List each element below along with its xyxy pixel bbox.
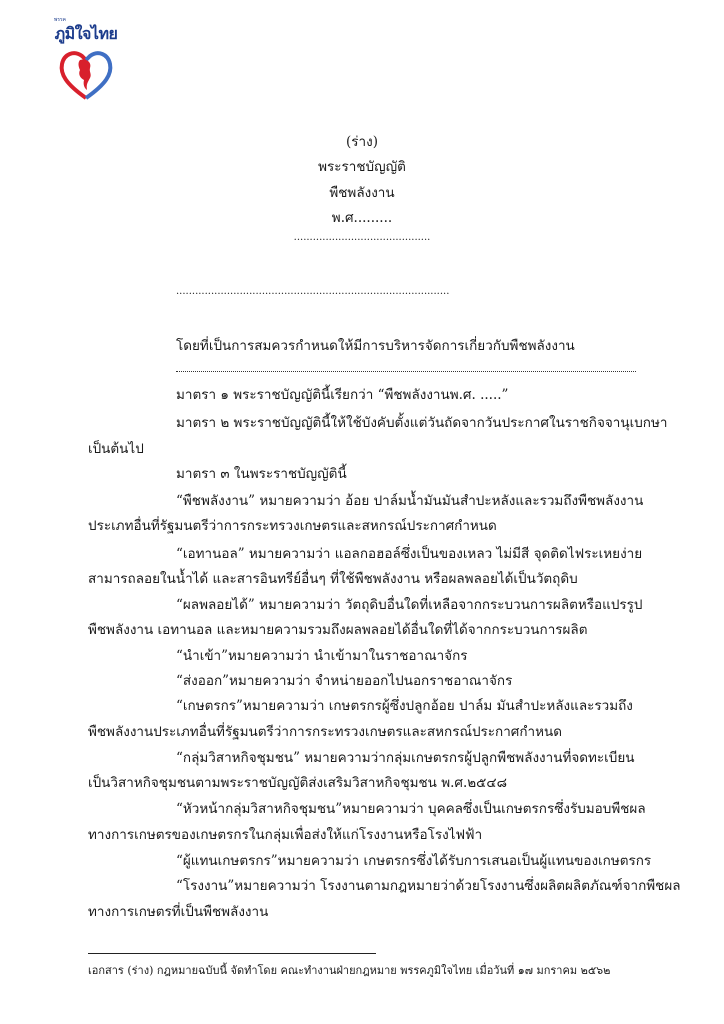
definition-line: ทางการเกษตรที่เป็นพืชพลังงาน	[88, 904, 269, 920]
section-3: มาตรา ๓ ในพระราชบัญญัตินี้	[176, 466, 347, 482]
footnote: เอกสาร (ร่าง) กฎหมายฉบับนี้ จัดทำโดย คณะทำงานฝ่ายกฎหมาย พรรคภูมิใจไทย เมื่อวันที่ ๑๗ มกราคม ๒๕๖๒	[88, 964, 611, 977]
definition-line: “ผู้แทนเกษตรกร”หมายความว่า เกษตรกรซึ่งได้รับการเสนอเป็นผู้แทนของเกษตรกร	[176, 853, 652, 869]
definition-line: สามารถลอยในน้ำได้ และสารอินทรีย์อื่นๆ ที่ใช้พืชพลังงาน หรือผลพลอยได้เป็นวัตถุดิบ	[88, 571, 578, 587]
act-name: พืชพลังงาน	[329, 185, 395, 201]
act-year: พ.ศ.........	[331, 210, 393, 226]
logo-small-text: พรรค	[54, 17, 67, 23]
definition-line: ประเภทอื่นที่รัฐมนตรีว่าการกระทรวงเกษตรและสหกรณ์ประกาศกำหนด	[88, 518, 497, 534]
definition-line: “ส่งออก”หมายความว่า จำหน่ายออกไปนอกราชอาณาจักร	[176, 673, 513, 689]
heart-map-icon	[56, 44, 116, 104]
enactment-dotted-line: ......................................................................................	[176, 286, 450, 297]
definition-line: พืชพลังงานประเภทอื่นที่รัฐมนตรีว่าการกระทรวงเกษตรและสหกรณ์ประกาศกำหนด	[88, 724, 563, 740]
definition-line: “นำเข้า”หมายความว่า นำเข้ามาในราชอาณาจักร	[176, 648, 468, 664]
logo-text: ภูมิใจไทย	[54, 24, 118, 43]
definition-line: “โรงงาน”หมายความว่า โรงงานตามกฎหมายว่าด้วยโรงงานซึ่งผลิตผลิตภัณฑ์จากพืชผล	[176, 878, 681, 894]
definition-line: “พืชพลังงาน” หมายความว่า อ้อย ปาล์มน้ำมันมันสำปะหลังและรวมถึงพืชพลังงาน	[176, 493, 644, 509]
act-label: พระราชบัญญัติ	[318, 159, 406, 175]
section-1: มาตรา ๑ พระราชบัญญัตินี้เรียกว่า “พืชพลังงานพ.ศ. .....”	[176, 387, 509, 403]
definition-line: “เอทานอล” หมายความว่า แอลกอฮอล์ซึ่งเป็นของเหลว ไม่มีสี จุดติดไฟระเหยง่าย	[176, 546, 643, 562]
definition-line: “เกษตรกร”หมายความว่า เกษตรกรผู้ซึ่งปลูกอ้อย ปาล์ม มันสำปะหลังและรวมถึง	[176, 698, 633, 714]
preamble: โดยที่เป็นการสมควรกำหนดให้มีการบริหารจัดการเกี่ยวกับพืชพลังงาน	[176, 338, 575, 354]
definition-line: “กลุ่มวิสาหกิจชุมชน” หมายความว่ากลุ่มเกษตรกรผู้ปลูกพืชพลังงานที่จดทะเบียน	[176, 750, 635, 766]
definition-line: พืชพลังงาน เอทานอล และหมายความรวมถึงผลพลอยได้อื่นใดที่ได้จากกระบวนการผลิต	[88, 622, 588, 638]
draft-label: (ร่าง)	[346, 134, 378, 150]
section-2-line-2: เป็นต้นไป	[88, 441, 144, 457]
definition-line: เป็นวิสาหกิจชุมชนตามพระราชบัญญัติส่งเสริมวิสาหกิจชุมชน พ.ศ.๒๕๔๘	[88, 775, 507, 791]
footnote-divider	[88, 953, 376, 954]
definition-line: ทางการเกษตรของเกษตรกรในกลุ่มเพื่อส่งให้แก่โรงงานหรือโรงไฟฟ้า	[88, 827, 483, 843]
preamble-dotted-line	[176, 371, 636, 372]
section-2-line-1: มาตรา ๒ พระราชบัญญัตินี้ให้ใช้บังคับตั้งแต่วันถัดจากวันประกาศในราชกิจจานุเบกษา	[176, 415, 668, 431]
title-dotted-line: ...........................................	[293, 232, 431, 243]
party-logo	[50, 17, 122, 110]
definition-line: “ผลพลอยได้” หมายความว่า วัตถุดิบอื่นใดที่เหลือจากกระบวนการผลิตหรือแปรรูป	[176, 597, 643, 613]
definition-line: “หัวหน้ากลุ่มวิสาหกิจชุมชน”หมายความว่า บุคคลซึ่งเป็นเกษตรกรซึ่งรับมอบพืชผล	[176, 801, 646, 817]
